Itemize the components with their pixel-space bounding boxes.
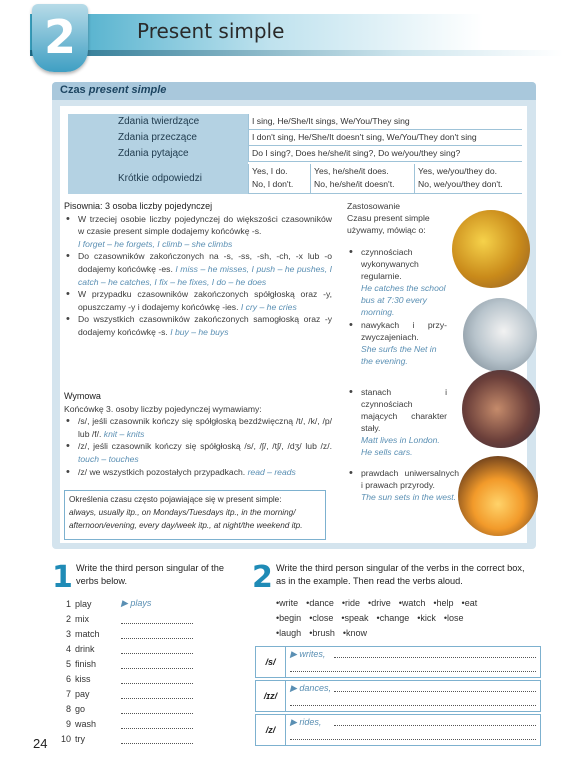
table-cell: Yes, we/you/they do. No, we/you/they don't. [414,164,522,194]
exercise-number: 2 [252,560,273,595]
sunset-photo [458,456,538,536]
list-item: • /z/ we wszystkich pozostałych przypadkach. read – reads [64,466,332,479]
list-item: • W trzeciej osobie liczby pojedynczej do większości czasowników w czasie present simple dodajemy końcówkę -s. I forget – he forgets, I climb – she climbs [64,213,332,251]
usage-item: • nawykach i przy- zwyczajeniach. She surfs the Net in the evening. [347,319,447,367]
time-expressions-intro: Określenia czasu często pojawiające się w present simple: [69,495,282,504]
spelling-heading: Pisownia: 3 osoba liczby pojedynczej [64,201,213,211]
unit-number-badge: 2 [32,4,88,72]
usage-section [347,200,465,236]
header-band [30,14,563,50]
answer-line[interactable] [121,676,193,684]
car-seller-photo [462,370,540,448]
answer-line[interactable] [121,721,193,729]
list-item: 5 finish [61,659,191,673]
answer-line[interactable] [290,705,536,706]
exercise-instruction: Write the third person singular of the verbs below. [76,563,224,586]
table-cell: Do I sing?, Does he/she/it sing?, Do we/you/they sing? [248,146,522,162]
header-underline [30,50,563,56]
answer-line[interactable] [121,691,193,699]
answer-line[interactable] [290,671,536,672]
sound-label: /ɪz/ [256,681,286,711]
time-expressions-box [64,490,326,540]
page-title: Present simple [137,19,285,43]
answer-line[interactable] [334,657,536,658]
table-cell: Yes, I do. No, I don't. [248,164,310,194]
table-cell: I sing, He/She/It sings, We/You/They sing [248,114,522,130]
sound-label: /z/ [256,715,286,745]
answer-line[interactable] [121,706,193,714]
answer-line[interactable] [334,691,536,692]
list-item: 1 play ▶ plays [65,598,152,609]
table-cell: Yes, he/she/it does. No, he/she/it doesn't. [310,164,414,194]
table-label: Zdania pytające [118,148,189,159]
usage-item: • prawdach uniwersalnych i prawach przyrody. The sun sets in the west. [347,467,459,503]
time-expressions-list: always, usually itp., on Mondays/Tuesdays itp., in the morning/ afternoon/evening, every day/week itp., at night/the weekend itp. [69,508,303,530]
list-item: • /s/, jeśli czasownik kończy się spółgłoską bezdźwięczną /t/, /k/, /p/ lub /f/. knit – knits [64,415,332,440]
table-label: Zdania przeczące [118,132,197,143]
example-answer: ▶ plays [121,598,152,608]
answer-line[interactable] [334,725,536,726]
list-item: 7 pay [61,689,191,703]
sound-label: /s/ [256,647,286,677]
exercise-number: 1 [52,560,73,595]
exercise-instruction: Write the third person singular of the verbs in the correct box, as in the example. Then read the verbs aloud. [276,563,525,586]
example-answer: ▶ rides, [290,717,322,727]
usage-heading: Zastosowanie [347,201,401,211]
sound-row [255,646,541,678]
list-item: 10 try [61,734,191,748]
sound-row [255,680,541,712]
list-item: 8 go [61,704,191,718]
answer-line[interactable] [290,739,536,740]
pronunciation-intro: Końcówkę 3. osoby liczby pojedynczej wymawiamy: [64,403,262,414]
list-item: • Do wszystkich czasowników zakończonych samogłoską oraz -y dodajemy końcówkę -s. I buy – he buys [64,313,332,338]
list-item: 6 kiss [61,674,191,688]
pronunciation-heading: Wymowa [64,391,101,401]
list-item: • W przypadku czasowników zakończonych spółgłoską oraz -y, opuszczamy -y i dodajemy końcówkę -ies. I cry – he cries [64,288,332,313]
usage-intro: Czasu present simple używamy, mówiąc o: [347,213,430,235]
list-item: • /z/, jeśli czasownik kończy się spółgłoską /s/, /ʃ/, /tʃ/, /dʒ/ lub /z/. touch – touches [64,440,332,465]
table-cell: I don't sing, He/She/It doesn't sing, We/You/They don't sing [248,130,522,146]
word-bank: • write• dance• ride• drive• watch• help• eat • begin• close• speak• change• kick• lose • laugh• brush• know [276,596,485,641]
example-answer: ▶ dances, [290,683,331,693]
table-label: Krótkie odpowiedzi [118,173,202,184]
usage-item: • stanach i czynnościach mających charakter stały. Matt lives in London. He sells cars. [347,386,447,458]
grammar-table [68,114,522,196]
list-item: 9 wash [61,719,191,733]
answer-line[interactable] [121,646,193,654]
computer-user-photo [463,298,537,372]
spelling-section [64,200,332,339]
table-label: Zdania twierdzące [118,116,200,127]
answer-line[interactable] [121,661,193,669]
answer-line[interactable] [121,736,193,744]
school-bus-photo [452,210,530,288]
list-item: 2 mix [61,614,191,628]
answer-line[interactable] [121,631,193,639]
grammar-box-title: Czas present simple [60,84,167,96]
sound-row [255,714,541,746]
page-number: 24 [33,736,48,751]
answer-line[interactable] [121,616,193,624]
list-item: 4 drink [61,644,191,658]
usage-item: • czynnościach wykonywanych regularnie. He catches the school bus at 7:30 every morning. [347,246,447,318]
example-answer: ▶ writes, [290,649,326,659]
pronunciation-section [64,390,332,478]
list-item: 3 match [61,629,191,643]
list-item: • Do czasowników zakończonych na -s, -ss, -sh, -ch, -x lub -o dodajemy końcówkę -es. I miss – he misses, I push – he pushes, I catch – he catches, I fix – he fixes, I do – he does [64,250,332,288]
